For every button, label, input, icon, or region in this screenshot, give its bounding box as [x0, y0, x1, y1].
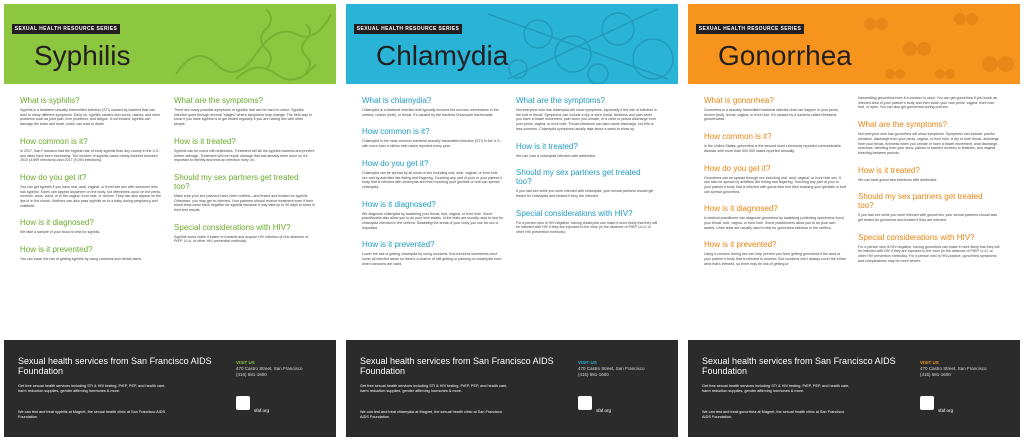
content — [346, 84, 678, 340]
section-text: For a person who is HIV-negative, having chlamydia can make it more likely that they will be infected with HIV if they are exposed to the virus (in the absence of PrEP, U=U, or other HIV prevention methods). — [516, 220, 658, 235]
footer — [688, 340, 1020, 437]
section-heading: How is it diagnosed? — [362, 199, 436, 209]
section-text: Chlamydia is a bacterial infection that typically involves the mucous membranes in the urethra, rectum (butt), or throat. It’s caused by the bacteria Chlamydia trachomatis — [362, 108, 499, 117]
series-banner — [696, 24, 804, 34]
phone: (415) 581-1600 — [578, 372, 609, 377]
column-right — [516, 96, 658, 238]
footer — [346, 340, 678, 437]
section-heading: Should my sex partners get treated too? — [516, 168, 641, 187]
series-banner — [12, 24, 120, 34]
phone: (415) 581-1600 — [920, 372, 951, 377]
sfaf-logo-icon — [920, 396, 934, 410]
series-label: SEXUAL HEALTH RESOURCE SERIES — [698, 26, 802, 32]
column-right — [858, 96, 1000, 267]
section-text: Syphilis sores make it easier to transmit and acquire HIV infection (in the absence of PrEP, U=U, or other HIV prevention methods). — [174, 234, 309, 244]
section-heading: How is it prevented? — [20, 245, 93, 255]
column-right — [174, 96, 316, 247]
section-text: You can lower the risk of getting syphilis by using condoms and dental dams. — [20, 257, 143, 262]
page-title: Syphilis — [34, 40, 131, 71]
visit-info — [236, 360, 326, 378]
series-label: SEXUAL HEALTH RESOURCE SERIES — [14, 26, 118, 32]
footer-clinic-note: We can test and treat syphilis at Magnet, the sexual health clinic at San Francisco AIDS Foundation. — [18, 410, 166, 419]
section-heading: What are the symptoms? — [174, 96, 263, 105]
phone: (415) 581-1600 — [236, 372, 267, 377]
section-text: If you had sex while you were infected with gonorrhea, your sexual partners should also get tested for gonorrhea and treated if they are infected. — [858, 213, 998, 223]
visit-info — [920, 360, 1010, 378]
section-heading: How is it prevented? — [362, 240, 435, 250]
section-heading: How is it treated? — [516, 141, 578, 151]
section-text: A medical practitioner can diagnose gonorrhea by swabbing (collecting specimens from) your throat, butt, vagina, or front hole. Some practitioners allow you to do your own swabs. Urine tests are usually used to test for gonorrhea infection in the urethra. — [704, 216, 844, 230]
footer — [4, 340, 336, 437]
footer-services: Get free sexual health services including STI & HIV testing, PrEP, PEP, and health care, harm reduction supplies, gender affirming hormones & more. — [360, 384, 508, 393]
section-text: Syphilis is a treatable sexually transmitted infection (STI) caused by bacteria that can lead to many different symptoms. Early on, syphilis causes skin sores, rashes, and other problems such as joint pain, liver problems, and fatigue. If not treated, syphilis can damage the brain and heart, which can lead to death. — [20, 108, 161, 127]
content — [688, 84, 1020, 340]
bacteria-illustration — [156, 4, 336, 84]
column-left — [362, 96, 504, 270]
website-link[interactable]: sfaf.org — [596, 408, 612, 413]
sfaf-logo-icon — [578, 396, 592, 410]
footer-services: Get free sexual health services including STI & HIV testing, PrEP, PEP, and health care, harm reduction supplies, gender affirming hormones & more. — [18, 384, 166, 393]
content — [4, 84, 336, 340]
page-title: Chlamydia — [376, 40, 509, 71]
visit-heading: VISIT US — [578, 360, 597, 365]
section-heading: Special considerations with HIV? — [174, 222, 291, 232]
header-band — [688, 4, 1020, 84]
section-text: Chlamydia is the most common bacterial sexually transmitted infection (STI) in the U.S., with more than a million new cases reported every year. — [362, 139, 502, 149]
section-text: transmitting gonorrhea even if a condom is used. You can get gonorrhea if you touch an infected area of your partner’s body and then touch your own penis, vagina, front hole, butt, or eyes. You can also get gonorrhea during oral sex. — [858, 96, 998, 110]
section-heading: How common is it? — [362, 127, 430, 137]
section-text: Chlamydia can be spread by all kinds of sex including oral, anal, vaginal, or front hole sex and by activities like fisting and fingering. Touching any part of your or your partner’s body that is infected with chlamydia and then touching your genitals or butt can spread chlamydia. — [362, 170, 503, 189]
sfaf-logo-icon — [236, 396, 250, 410]
section-text: We diagnose chlamydia by swabbing your throat, butt, vagina, or front hole. Some practitioners also allow you to do your own swabs. Urine tests are usually used to test for chlamydia infection in the urethra. Swabbing the areas of your body you use for sex is important. — [362, 211, 504, 230]
series-label: SEXUAL HEALTH RESOURCE SERIES — [356, 26, 460, 32]
visit-heading: VISIT US — [920, 360, 939, 365]
section-text: Lower the risk of getting chlamydia by using condoms. But condoms sometimes don’t cover all infected areas so there’s a chance of still getting or passing on chlamydia even when condoms are used. — [362, 252, 502, 266]
address: 470 Castro Street, San Francisco — [920, 366, 987, 371]
page-title: Gonorrhea — [718, 40, 852, 71]
section-heading: What are the symptoms? — [858, 120, 947, 130]
section-text: Gonorrhea is a sexually transmitted bacterial infection that can happen in your penis, rectum (butt), throat, vagina, or front hole. It’s caused by a bacteria called Neisseria gonorrhoeae. — [704, 108, 839, 122]
address: 470 Castro Street, San Francisco — [578, 366, 645, 371]
address: 470 Castro Street, San Francisco — [236, 366, 303, 371]
section-heading: How is it prevented? — [704, 240, 777, 250]
section-heading: How common is it? — [20, 136, 88, 146]
section-heading: What is syphilis? — [20, 96, 80, 105]
section-text: Make sure your sex partners have been notified—and tested and treated for syphilis. Otherwise, you may get re-infected. Your partners should receive treatment even if their blood tests come back negative for syphilis because it may take up to 90 days to show in their test results. — [174, 193, 316, 213]
section-heading: What is chlamydia? — [362, 96, 432, 105]
section-heading: How do you get it? — [362, 158, 429, 168]
section-text: There are many possible symptoms of syphilis that can be hard to notice. Syphilis infection goes through several “stages” where symptoms may change. The best way to know if you have syphilis is to get tested regularly if you are having sex with other people. — [174, 108, 312, 127]
visit-heading: VISIT US — [236, 360, 255, 365]
section-heading: How is it diagnosed? — [20, 218, 94, 228]
column-left — [20, 96, 162, 265]
brochure-chlamydia — [346, 4, 678, 437]
footer-clinic-note: We can test and treat gonorrhea at Magnet, the sexual health clinic at San Francisco AIDS Foundation. — [702, 410, 845, 419]
section-heading: How do you get it? — [20, 172, 87, 182]
section-heading: How do you get it? — [704, 163, 771, 173]
section-text: In the United States, gonorrhea is the second most commonly reported communicable disease with more than 500,000 cases reported annually. — [704, 144, 841, 153]
section-heading: Special considerations with HIV? — [858, 232, 975, 242]
header-band — [346, 4, 678, 84]
section-text: We can cure a chlamydia infection with antibiotics. — [516, 153, 597, 158]
section-heading: Should my sex partners get treated too? — [858, 192, 983, 211]
footer-title: Sexual health services from San Francisco AIDS Foundation — [360, 356, 554, 376]
section-heading: What are the symptoms? — [516, 96, 605, 105]
section-heading: How is it diagnosed? — [704, 204, 778, 214]
column-left — [704, 96, 846, 270]
section-text: We take a sample of your blood to test for syphilis. — [20, 230, 101, 235]
section-text: Syphilis can be cured with antibiotics. Treatment will kill the syphilis bacteria and prevent further damage. Treatment will not repair damage that has already been done so it’s important to identify and treat an infection early on. — [174, 148, 315, 163]
footer-title: Sexual health services from San Francisco AIDS Foundation — [18, 356, 212, 376]
section-text: You can get syphilis if you have oral, anal, vaginal, or front hole sex with someone who has syphilis. Sores can appear anywhere on the body, but oftentimes occur on the penis, scrotum, anus, vulva, or in the vagina, front hole, or rectum. They can also appear on the lips or in the mouth. Mothers can also pass syphilis on to a baby during pregnancy and childbirth. — [20, 184, 162, 208]
section-text: Not everyone who has gonorrhea will show symptoms. Symptoms can include: painful urination, discharge from your penis, vagina, or front hole, a dry or sore throat, discharge from your throat, itchiness when you urinate or have a bowel movement, anal discharge, soreness, bleeding from your anus, painful or swollen scrotum or testicles, and vaginal bleeding between periods. — [858, 132, 999, 155]
brochure-syphilis — [4, 4, 336, 437]
section-heading: What is gonorrhea? — [704, 96, 774, 105]
section-text: Gonorrhea can be spread through sex including oral, anal, vaginal, or front hole sex. It can also be spread by activities like fisting and fingering. Touching any part of your or your partner’s body that is infected with gonorrhea and then touching your genitals or butt can spread gonorrhea. — [704, 175, 846, 194]
section-heading: How is it treated? — [858, 165, 920, 175]
section-text: We can treat gonorrhea infections with antibiotics. — [858, 177, 938, 182]
section-heading: Should my sex partners get treated too? — [174, 172, 299, 191]
section-heading: How is it treated? — [174, 136, 236, 146]
section-text: Using a condom during sex can help prevent you from getting gonorrhea if the area of your partner’s body that is infected is covered. But condoms don’t always cover the entire area that’s infected, so there may be risk of getting or — [704, 252, 846, 266]
visit-info — [578, 360, 668, 378]
website-link[interactable]: sfaf.org — [938, 408, 954, 413]
section-heading: Special considerations with HIV? — [516, 208, 633, 218]
brochure-gonorrhea — [688, 4, 1020, 437]
series-banner — [354, 24, 462, 34]
section-text: If you had sex while you were infected with chlamydia, your sexual partners should get tested for chlamydia and treated if they are infected. — [516, 189, 654, 198]
footer-title: Sexual health services from San Francisco AIDS Foundation — [702, 356, 896, 376]
section-text: Not everyone who has chlamydia will show symptoms, especially if the site of infection is the butt or throat. Symptoms can include a dry or sore throat, itchiness and pain when you have a bowel movement, pain when you urinate, or a clear or yellow discharge from your penis, vagina, or front hole. Throat infections can also cause discharge, but this is less common. Chlamydia symptoms usually take about a week to show up. — [516, 108, 657, 131]
footer-services: Get free sexual health services including STI & HIV testing, PrEP, PEP, and health care, harm reduction supplies, gender affirming hormones & more. — [702, 384, 850, 393]
header-band — [4, 4, 336, 84]
section-text: In 2017, San Francisco had the highest rate of early syphilis than any county in the U.S., and rates have been increasing. The number of syphilis cases nearly doubled between 2010 (4,599 infections) and 2017 (9,094 infections). — [20, 148, 161, 163]
section-heading: How common is it? — [704, 132, 772, 142]
footer-clinic-note: We can test and treat chlamydia at Magnet, the sexual health clinic at San Francisco AIDS Foundation. — [360, 410, 502, 419]
website-link[interactable]: sfaf.org — [254, 408, 270, 413]
section-text: For a person who is HIV-negative, having gonorrhea can make it more likely that they will be infected with HIV if they are exposed to the virus (in the absence of PrEP, U=U, or other HIV prevention methods). For a person who is HIV-positive, gonorrhea symptoms and complications may be more severe. — [858, 244, 1000, 263]
